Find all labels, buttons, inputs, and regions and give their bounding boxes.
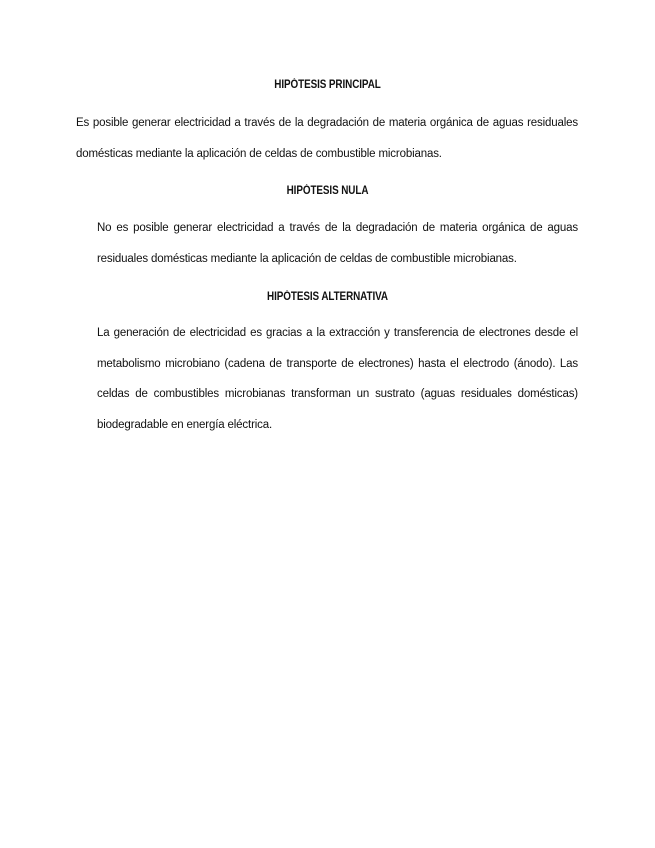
heading-hipotesis-nula: HIPÓTESIS NULA	[286, 185, 369, 197]
paragraph-hipotesis-principal: Es posible generar electricidad a través de la degradación de materia orgánica de aguas residuales domésticas mediante la aplicación de celdas de combustible microbianas.	[76, 117, 578, 160]
paragraph-hipotesis-alternativa: La generación de electricidad es gracias a la extracción y transferencia de electrones desde el metabolismo microbiano (cadena de transporte de electrones) hasta el electrodo (ánodo). Las celdas de combustibles microbianas transforman un sustrato (aguas residuales domésticas) biodegradable en energía eléctrica.	[97, 327, 578, 431]
heading-hipotesis-alternativa: HIPÓTESIS ALTERNATIVA	[267, 291, 388, 303]
heading-hipotesis-principal: HIPÓTESIS PRINCIPAL	[274, 79, 381, 91]
paragraph-hipotesis-nula: No es posible generar electricidad a través de la degradación de materia orgánica de aguas residuales domésticas mediante la aplicación de celdas de combustible microbianas.	[97, 222, 578, 265]
